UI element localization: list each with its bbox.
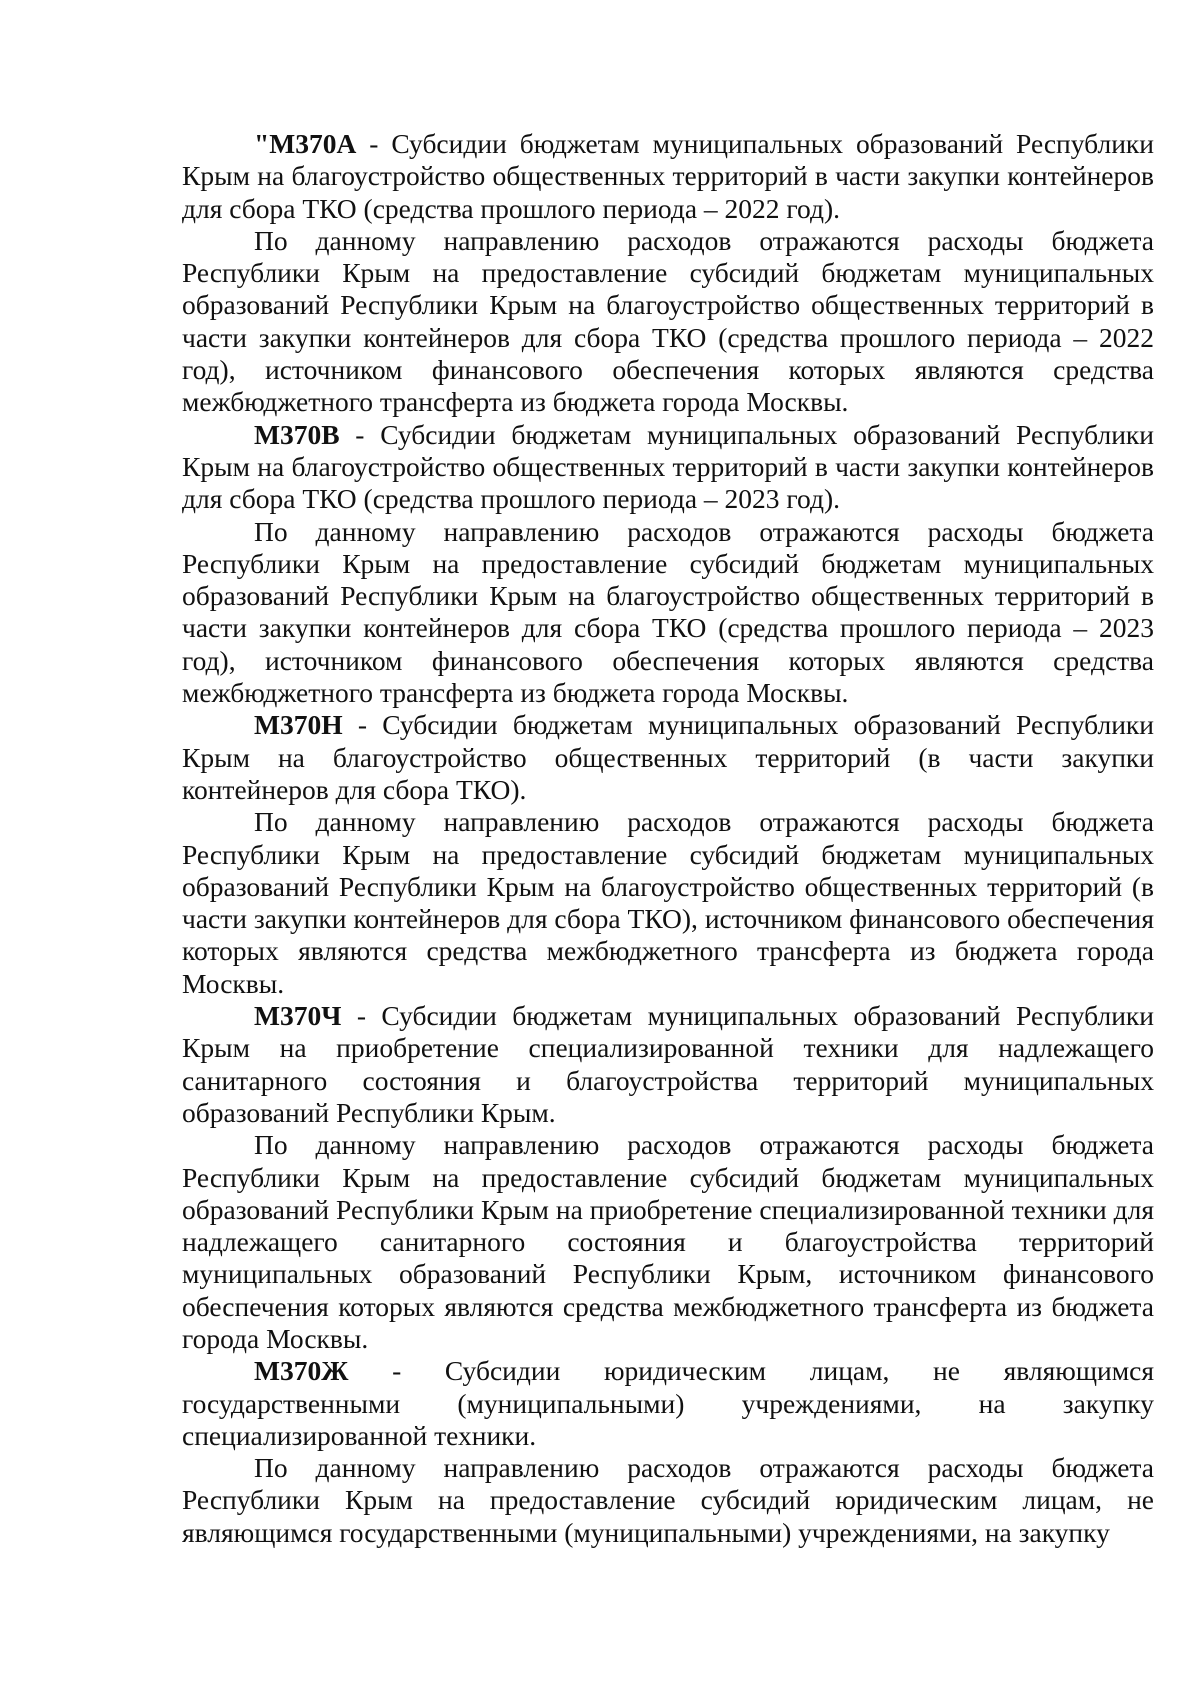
paragraph-text: По данному направлению расходов отражаются расходы бюджета Республики Крым на предоставление субсидий бюджетам муниципальных образований Республики Крым на приобретение специализированной техники для надлежащего санитарного состояния и благоустройства территорий муниципальных образований Республики Крым, источником финансового обеспечения которых являются средства межбюджетного трансферта из бюджета города Москвы. xyxy=(182,1129,1154,1354)
paragraph-m370a xyxy=(182,128,1154,225)
paragraph-text: По данному направлению расходов отражаются расходы бюджета Республики Крым на предоставление субсидий бюджетам муниципальных образований Республики Крым на благоустройство общественных территорий (в части закупки контейнеров для сбора ТКО), источником финансового обеспечения которых являются средства межбюджетного трансферта из бюджета города Москвы. xyxy=(182,806,1154,999)
paragraph-m370n xyxy=(182,709,1154,806)
paragraph-text: - Субсидии юридическим лицам, не являющимся государственными (муниципальными) учреждениями, на закупку специализированной техники. xyxy=(182,1355,1154,1451)
budget-code: М370В xyxy=(254,418,340,450)
paragraph-m370a-description xyxy=(182,225,1154,419)
paragraph-text: - Субсидии бюджетам муниципальных образований Республики Крым на благоустройство общественных территорий в части закупки контейнеров для сбора ТКО (средства прошлого периода – 2022 год). xyxy=(182,128,1154,224)
budget-code: М370Ч xyxy=(254,1000,342,1032)
paragraph-text: По данному направлению расходов отражаются расходы бюджета Республики Крым на предоставление субсидий бюджетам муниципальных образований Республики Крым на благоустройство общественных территорий в части закупки контейнеров для сбора ТКО (средства прошлого периода – 2023 год), источником финансового обеспечения которых являются средства межбюджетного трансферта из бюджета города Москвы. xyxy=(182,515,1154,709)
paragraph-text: По данному направлению расходов отражаются расходы бюджета Республики Крым на предоставление субсидий юридическим лицам, не являющимся государственными (муниципальными) учреждениями, на закупку xyxy=(182,1452,1154,1548)
budget-code: М370Н xyxy=(254,709,343,741)
paragraph-m370n-description xyxy=(182,806,1154,1000)
paragraph-m370ch-description xyxy=(182,1129,1154,1355)
paragraph-m370zh-description xyxy=(182,1452,1154,1549)
paragraph-text: - Субсидии бюджетам муниципальных образований Республики Крым на благоустройство общественных территорий в части закупки контейнеров для сбора ТКО (средства прошлого периода – 2023 год). xyxy=(182,418,1154,515)
budget-code: "М370А xyxy=(254,128,357,159)
budget-code: М370Ж xyxy=(254,1355,349,1387)
paragraph-m370v-description xyxy=(182,516,1154,710)
paragraph-m370ch xyxy=(182,1000,1154,1129)
paragraph-text: - Субсидии бюджетам муниципальных образований Республики Крым на благоустройство общественных территорий (в части закупки контейнеров для сбора ТКО). xyxy=(182,709,1154,805)
paragraph-m370zh xyxy=(182,1355,1154,1452)
paragraph-m370v xyxy=(182,419,1154,516)
paragraph-text: По данному направлению расходов отражаются расходы бюджета Республики Крым на предоставление субсидий бюджетам муниципальных образований Республики Крым на благоустройство общественных территорий в части закупки контейнеров для сбора ТКО (средства прошлого периода – 2022 год), источником финансового обеспечения которых являются средства межбюджетного трансферта из бюджета города Москвы. xyxy=(182,224,1154,418)
paragraph-text: - Субсидии бюджетам муниципальных образований Республики Крым на приобретение специализированной техники для надлежащего санитарного состояния и благоустройства территорий муниципальных образований Республики Крым. xyxy=(182,1000,1154,1128)
